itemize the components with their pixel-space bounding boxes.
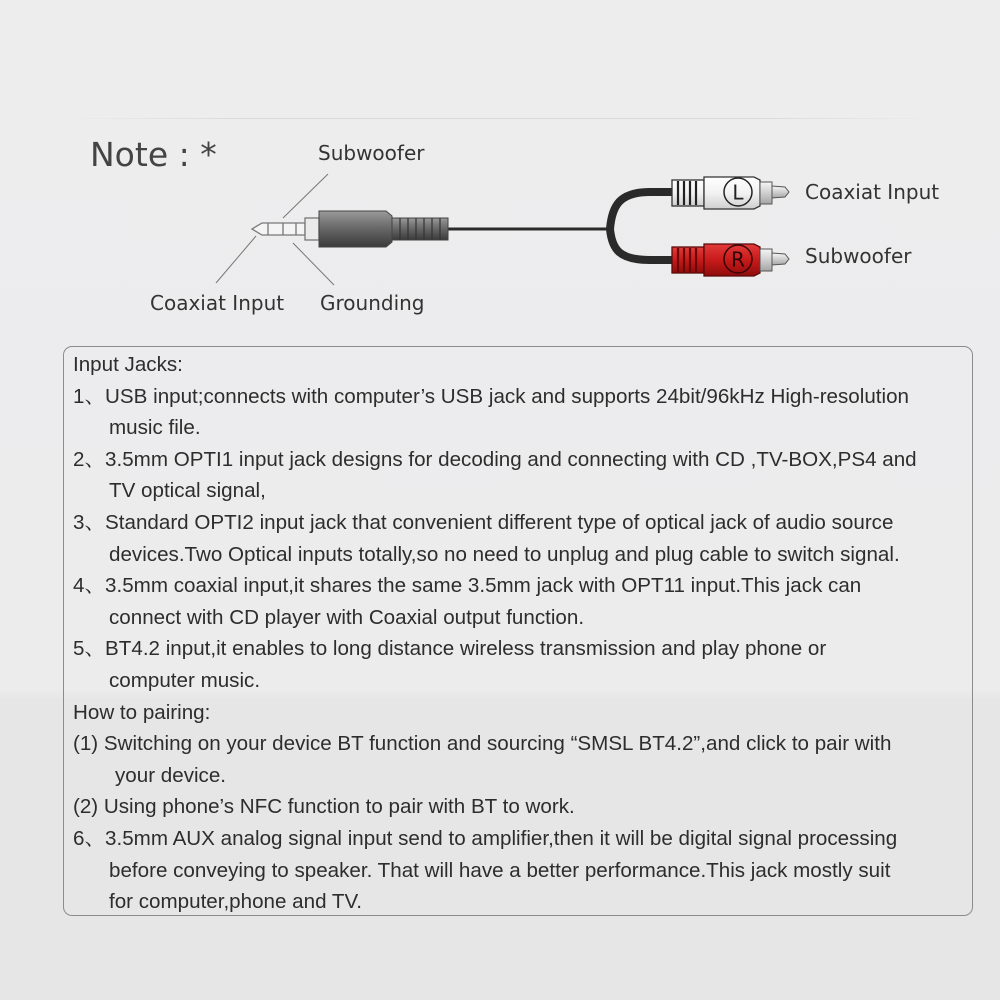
- list-item-3-cont: devices.Two Optical inputs totally,so no need to unplug and plug cable to switch signal.: [109, 542, 900, 566]
- list-item-5-cont: computer music.: [109, 668, 261, 692]
- note-title: Note : *: [90, 135, 217, 174]
- connection-diagram: [0, 120, 1000, 340]
- right-channel-letter: R: [731, 247, 745, 272]
- input-jacks-heading: Input Jacks:: [73, 353, 183, 376]
- list-item-4: 4、3.5mm coaxial input,it shares the same 3.5mm jack with OPT11 input.This jack can: [73, 574, 862, 598]
- list-item-1: 1、USB input;connects with computer’s USB jack and supports 24bit/96kHz High-resolution: [73, 384, 909, 408]
- label-subwoofer-plug: Subwoofer: [318, 141, 425, 165]
- rca-connector-left: [672, 177, 789, 209]
- list-item-4-cont: connect with CD player with Coaxial output function.: [109, 605, 585, 629]
- cable-right-branch: [610, 229, 672, 260]
- label-grounding: Grounding: [320, 291, 425, 315]
- plug-3-5mm: [252, 211, 612, 247]
- list-item-6-cont-2: for computer,phone and TV.: [109, 890, 363, 914]
- notes-panel: [63, 346, 973, 916]
- list-item-5: 5、BT4.2 input,it enables to long distance wireless transmission and play phone or: [73, 637, 827, 661]
- list-item-3: 3、Standard OPTI2 input jack that convenient different type of optical jack of audio source: [73, 510, 894, 534]
- pairing-step-1: (1) Switching on your device BT function and sourcing “SMSL BT4.2”,and click to pair with: [73, 732, 892, 756]
- rca-connector-right: [672, 244, 789, 276]
- pairing-step-2: (2) Using phone’s NFC function to pair with BT to work.: [73, 795, 575, 819]
- list-item-6-cont: before conveying to speaker. That will have a better performance.This jack mostly suit: [109, 858, 891, 882]
- left-channel-letter: L: [732, 180, 744, 205]
- list-item-1-cont: music file.: [109, 416, 201, 440]
- cable-left-branch: [610, 192, 672, 229]
- pairing-heading: How to pairing:: [73, 700, 211, 724]
- label-coaxiat-input-plug: Coaxiat Input: [150, 291, 285, 315]
- list-item-2: 2、3.5mm OPTI1 input jack designs for decoding and connecting with CD ,TV-BOX,PS4 and: [73, 447, 917, 471]
- label-subwoofer-rca: Subwoofer: [805, 244, 912, 268]
- label-coaxiat-input-rca: Coaxiat Input: [805, 180, 940, 204]
- divider-line: [60, 118, 940, 119]
- list-item-6: 6、3.5mm AUX analog signal input send to amplifier,then it will be digital signal processing: [73, 826, 898, 850]
- pairing-step-1-cont: your device.: [115, 763, 227, 787]
- list-item-2-cont: TV optical signal,: [109, 479, 266, 503]
